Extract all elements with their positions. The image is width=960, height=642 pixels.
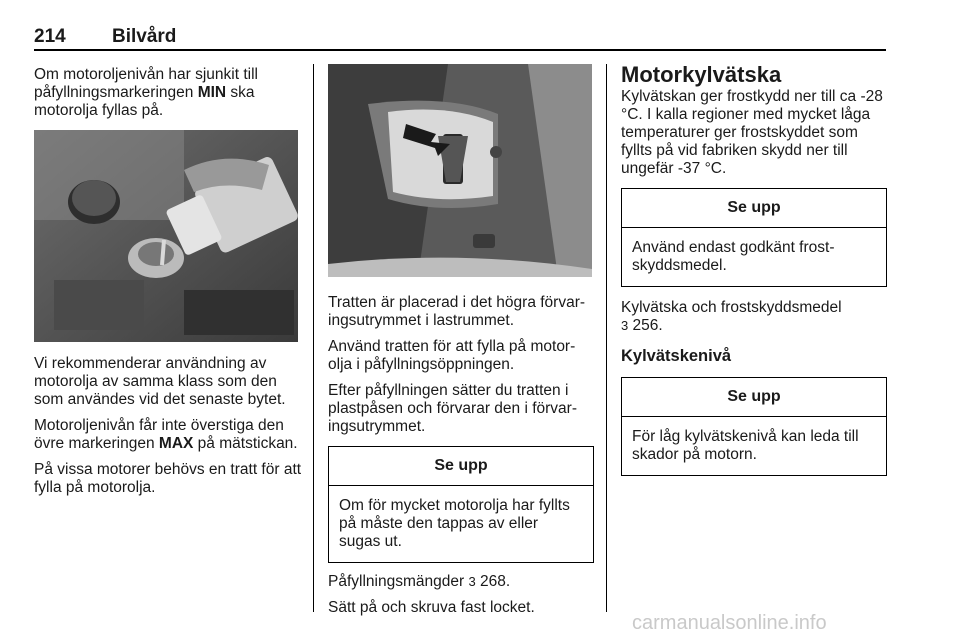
paragraph: Tratten är placerad i det högra förvar-ingsutrymmet i lastrummet. <box>328 294 586 329</box>
engine-oil-filling-illustration <box>34 130 298 342</box>
page-header <box>34 26 176 48</box>
paragraph: Använd tratten för att fylla på motor-olja i påfyllningsöppningen. <box>328 338 576 373</box>
caution-text: För låg kylvätskenivå kan leda till skador på motorn. <box>632 428 859 463</box>
caution-box <box>621 188 887 287</box>
column-1-lower <box>34 355 302 505</box>
section-title: Bilvård <box>112 26 177 47</box>
column-2 <box>328 294 594 625</box>
column-3 <box>621 62 887 486</box>
paragraph: Sätt på och skruva fast locket. <box>328 599 535 616</box>
paragraph: På vissa motorer behövs en tratt för att fylla på motorolja. <box>34 461 302 496</box>
paragraph: Om motoroljenivån har sjunkit till påfyllningsmarkeringen MIN ska motorolja fyllas på. <box>34 66 258 119</box>
page-reference-arrow-icon: 3 <box>621 318 629 333</box>
header-rule <box>34 49 886 51</box>
paragraph: Vi rekommenderar användning av motorolja av samma klass som den som användes vid det senaste bytet. <box>34 355 286 408</box>
caution-heading: Se upp <box>622 378 886 417</box>
subsection-heading: Kylvätskenivå <box>621 347 732 365</box>
page-reference[interactable]: 268. <box>480 573 511 590</box>
paragraph: Efter påfyllningen sätter du tratten i plastpåsen och förvarar den i förvar-ingsutrymmet. <box>328 382 577 435</box>
caution-heading: Se upp <box>622 189 886 228</box>
page-reference[interactable]: 256. <box>632 317 663 334</box>
caution-box <box>621 377 887 476</box>
section-heading: Motorkylvätska <box>621 62 782 87</box>
column-divider-2 <box>606 64 607 612</box>
column-divider-1 <box>313 64 314 612</box>
caution-box <box>328 446 594 563</box>
caution-text: Använd endast godkänt frost-skyddsmedel. <box>632 239 835 274</box>
max-marking: MAX <box>158 435 194 452</box>
caution-heading: Se upp <box>329 447 593 486</box>
paragraph: Påfyllningsmängder 3 268. <box>328 573 511 590</box>
paragraph: Kylvätska och frostskyddsmedel 3 256. <box>621 299 842 334</box>
watermark: carmanualsonline.info <box>632 612 827 634</box>
column-1 <box>34 66 302 128</box>
paragraph: Kylvätskan ger frostkydd ner till ca -28 °C. I kalla regioner med mycket låga temperaturer ger frostskyddet som fyllts på vid fabriken skydd ner till ungefär -37 °C. <box>621 88 883 177</box>
min-marking: MIN <box>197 84 227 101</box>
page-number: 214 <box>34 26 66 47</box>
trunk-storage-illustration <box>328 64 592 277</box>
page-reference-arrow-icon: 3 <box>468 574 476 589</box>
paragraph: Motoroljenivån får inte överstiga den övre markeringen MAX på mätstickan. <box>34 417 298 452</box>
caution-text: Om för mycket motorolja har fyllts på måste den tappas av eller sugas ut. <box>339 497 570 550</box>
